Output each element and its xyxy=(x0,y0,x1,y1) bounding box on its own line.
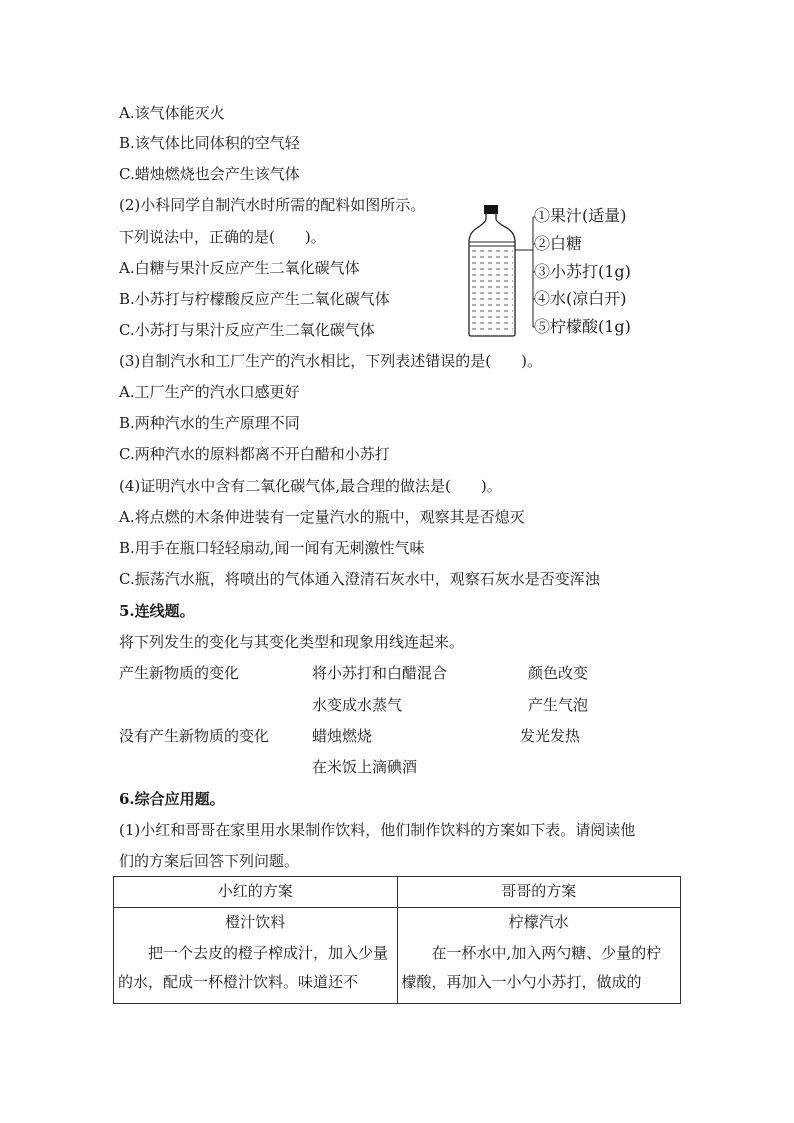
change-item: 在米饭上滴碘酒 xyxy=(312,758,418,776)
change-item: 水变成水蒸气 xyxy=(312,696,403,714)
change-item: 将小苏打和白醋混合 xyxy=(312,664,448,682)
table-cell xyxy=(114,908,398,1004)
q4-2-option-b: B.小苏打与柠檬酸反应产生二氧化碳气体 xyxy=(119,290,390,308)
q4-4-option-b: B.用手在瓶口轻轻扇动,闻一闻有无刺激性气味 xyxy=(119,539,425,557)
plan-table xyxy=(113,876,681,1004)
plan-title: 橙汁饮料 xyxy=(225,913,286,931)
q4-3-option-a: A.工厂生产的汽水口感更好 xyxy=(119,383,300,401)
change-item: 蜡烛燃烧 xyxy=(312,727,373,745)
table-header-row xyxy=(114,877,681,908)
table-header-cell: 哥哥的方案 xyxy=(397,877,681,908)
q5-instruction: 将下列发生的变化与其变化类型和现象用线连起来。 xyxy=(119,633,465,651)
plan-body: 在一杯水中,加入两勺糖、少量的柠檬酸，再加入一小勺小苏打，做成的 xyxy=(401,944,662,991)
q4-2-option-c: C.小苏打与果汁反应产生二氧化碳气体 xyxy=(119,321,375,339)
ingredient-item: ①果汁(适量) xyxy=(534,206,627,225)
q4-4-stem: (4)证明汽水中含有二氧化碳气体,最合理的做法是( )。 xyxy=(119,477,502,495)
q4-3-stem: (3)自制汽水和工厂生产的汽水相比，下列表述错误的是( )。 xyxy=(119,352,542,370)
q4-1-option-b: B.该气体比同体积的空气轻 xyxy=(119,134,300,152)
q4-1-option-a: A.该气体能灭火 xyxy=(119,104,225,122)
phenomenon-item: 发光发热 xyxy=(520,727,581,745)
ingredient-item: ④水(凉白开) xyxy=(534,289,627,308)
q4-2-stem-cont: 下列说法中，正确的是( )。 xyxy=(119,228,326,246)
q6-intro-cont: 们的方案后回答下列问题。 xyxy=(119,852,300,870)
bottle-liquid xyxy=(471,246,513,334)
q4-4-option-a: A.将点燃的木条伸进装有一定量汽水的瓶中，观察其是否熄灭 xyxy=(119,508,525,526)
q4-1-option-c: C.蜡烛燃烧也会产生该气体 xyxy=(119,165,300,183)
q5-heading: 5.连线题。 xyxy=(119,602,195,620)
plan-body: 把一个去皮的橙子榨成汁，加入少量的水，配成一杯橙汁饮料。味道还不 xyxy=(118,944,389,991)
q6-intro: (1)小红和哥哥在家里用水果制作饮料，他们制作饮料的方案如下表。请阅读他 xyxy=(119,821,636,839)
ingredient-item: ②白糖 xyxy=(534,234,583,253)
plan-title: 柠檬汽水 xyxy=(508,913,569,931)
q4-2-option-a: A.白糖与果汁反应产生二氧化碳气体 xyxy=(119,259,360,277)
bottle-cap xyxy=(484,205,498,214)
ingredient-item: ③小苏打(1g) xyxy=(534,262,631,281)
q4-4-option-c: C.振荡汽水瓶，将喷出的气体通入澄清石灰水中，观察石灰水是否变浑浊 xyxy=(119,570,600,588)
ingredient-item: ⑤柠檬酸(1g) xyxy=(534,317,631,336)
phenomenon-item: 产生气泡 xyxy=(528,696,589,714)
q4-3-option-c: C.两种汽水的原料都离不开白醋和小苏打 xyxy=(119,445,390,463)
table-header-cell: 小红的方案 xyxy=(114,877,398,908)
change-type-item: 产生新物质的变化 xyxy=(119,664,240,682)
change-type-item: 没有产生新物质的变化 xyxy=(119,727,270,745)
table-row xyxy=(114,908,681,1004)
q6-heading: 6.综合应用题。 xyxy=(119,790,225,808)
q4-3-option-b: B.两种汽水的生产原理不同 xyxy=(119,414,300,432)
phenomenon-item: 颜色改变 xyxy=(528,664,589,682)
table-cell xyxy=(397,908,681,1004)
q4-2-stem: (2)小科同学自制汽水时所需的配料如图所示。 xyxy=(119,196,426,214)
